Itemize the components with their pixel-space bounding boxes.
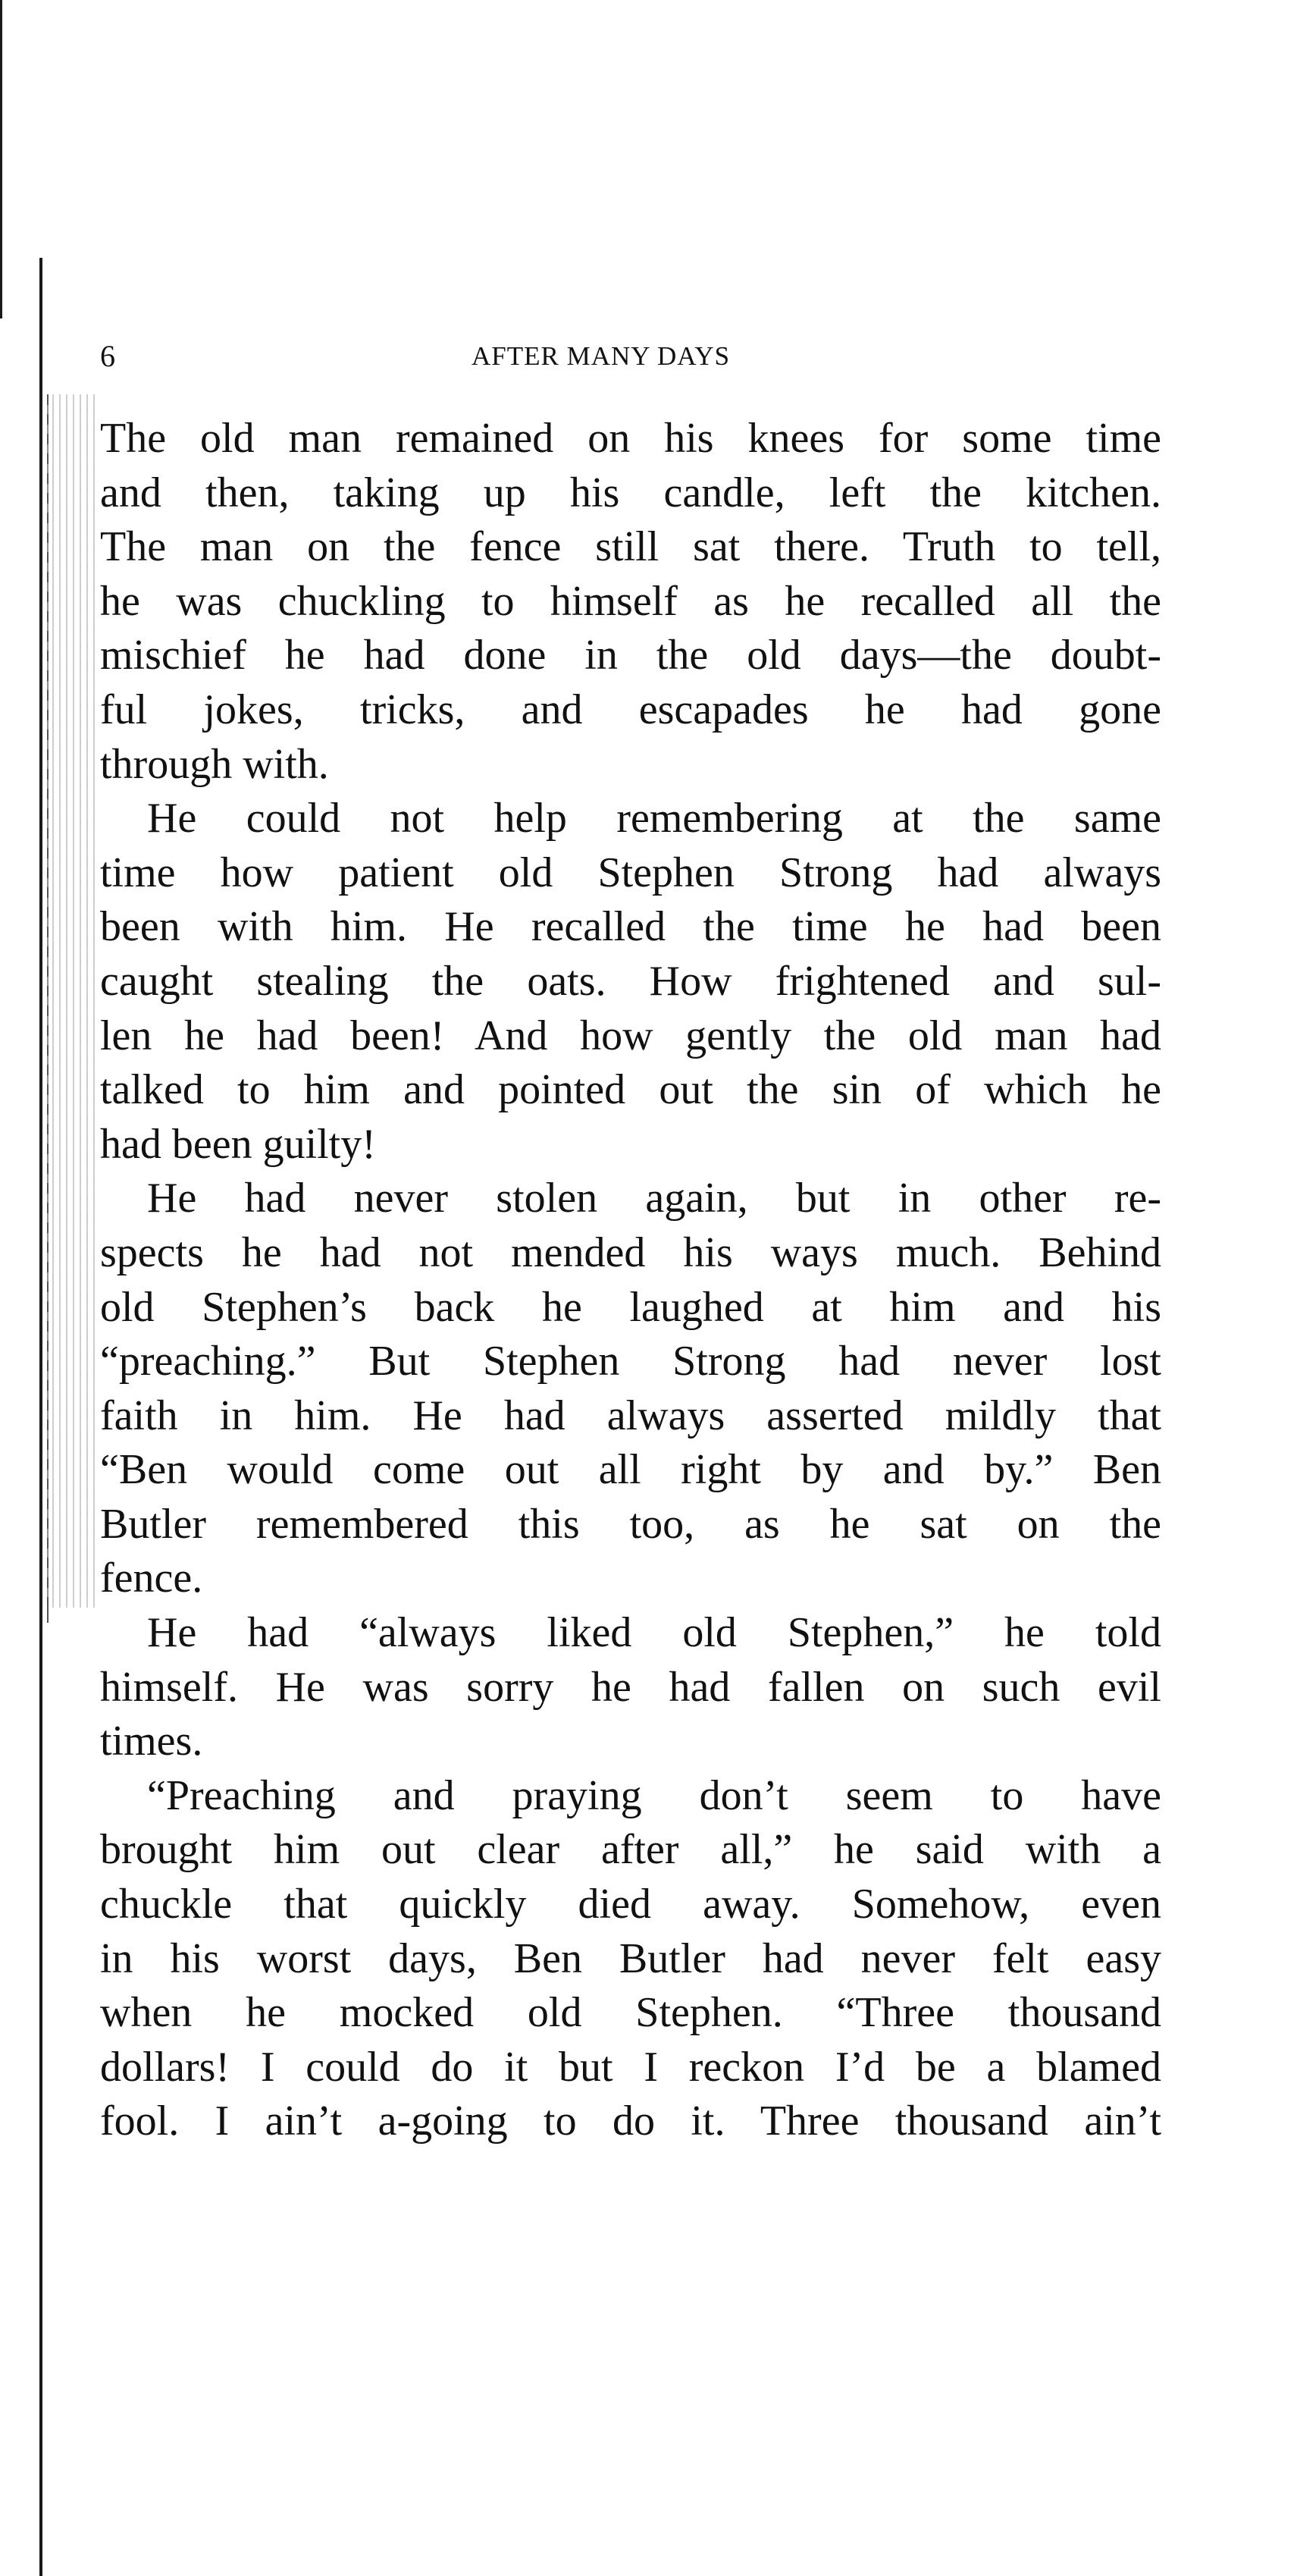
text-line: himself. He was sorry he had fallen on such evil xyxy=(100,1663,1161,1711)
text-line: ful jokes, tricks, and escapades he had gone xyxy=(100,686,1161,733)
text-line: The man on the fence still sat there. Truth to tell, xyxy=(100,523,1161,571)
text-line: dollars! I could do it but I reckon I’d be a blamed xyxy=(100,2043,1161,2091)
text-line: brought him out clear after all,” he said with a xyxy=(100,1826,1161,1874)
text-line: caught stealing the oats. How frightened and sul- xyxy=(100,957,1161,1005)
text-line: spects he had not mended his ways much. Behind xyxy=(100,1228,1161,1276)
gutter-scan-noise xyxy=(47,394,100,1608)
page-number: 6 xyxy=(100,339,115,373)
text-line: “Preaching and praying don’t seem to have xyxy=(147,1771,1161,1819)
text-line: through with. xyxy=(100,740,329,788)
running-title: AFTER MANY DAYS xyxy=(471,341,731,371)
text-line: The old man remained on his knees for some time xyxy=(100,415,1161,462)
text-line: been with him. He recalled the time he had been xyxy=(100,903,1161,951)
text-line: faith in him. He had always asserted mildly that xyxy=(100,1392,1161,1439)
text-line: times. xyxy=(100,1718,203,1765)
text-line: had been guilty! xyxy=(100,1120,376,1168)
text-line: He had never stolen again, but in other re- xyxy=(147,1175,1161,1222)
body-text xyxy=(100,412,1161,2149)
text-line: fool. I ain’t a-going to do it. Three thousand ain’t xyxy=(100,2098,1161,2145)
text-line: “preaching.” But Stephen Strong had never lost xyxy=(100,1338,1161,1385)
text-line: He had “always liked old Stephen,” he told xyxy=(147,1609,1161,1657)
text-line: fence. xyxy=(100,1555,203,1602)
text-line: when he mocked old Stephen. “Three thousand xyxy=(100,1989,1161,2037)
text-line: and then, taking up his candle, left the kitchen. xyxy=(100,469,1161,516)
text-line: in his worst days, Ben Butler had never felt easy xyxy=(100,1934,1161,1982)
text-line: “Ben would come out all right by and by.” Ben xyxy=(100,1446,1161,1494)
page-edge-line xyxy=(39,258,42,2576)
page-header xyxy=(100,334,1161,379)
text-line: mischief he had done in the old days—the doubt- xyxy=(100,632,1161,679)
text-line: len he had been! And how gently the old man had xyxy=(100,1012,1161,1059)
text-line: chuckle that quickly died away. Somehow, even xyxy=(100,1881,1161,1928)
text-line: old Stephen’s back he laughed at him and his xyxy=(100,1283,1161,1331)
text-line: he was chuckling to himself as he recalled all the xyxy=(100,577,1161,625)
text-line: Butler remembered this too, as he sat on the xyxy=(100,1500,1161,1548)
text-line: time how patient old Stephen Strong had always xyxy=(100,849,1161,896)
binding-edge-line xyxy=(0,0,2,318)
text-line: talked to him and pointed out the sin of which he xyxy=(100,1066,1161,1114)
text-line: He could not help remembering at the same xyxy=(147,795,1161,842)
